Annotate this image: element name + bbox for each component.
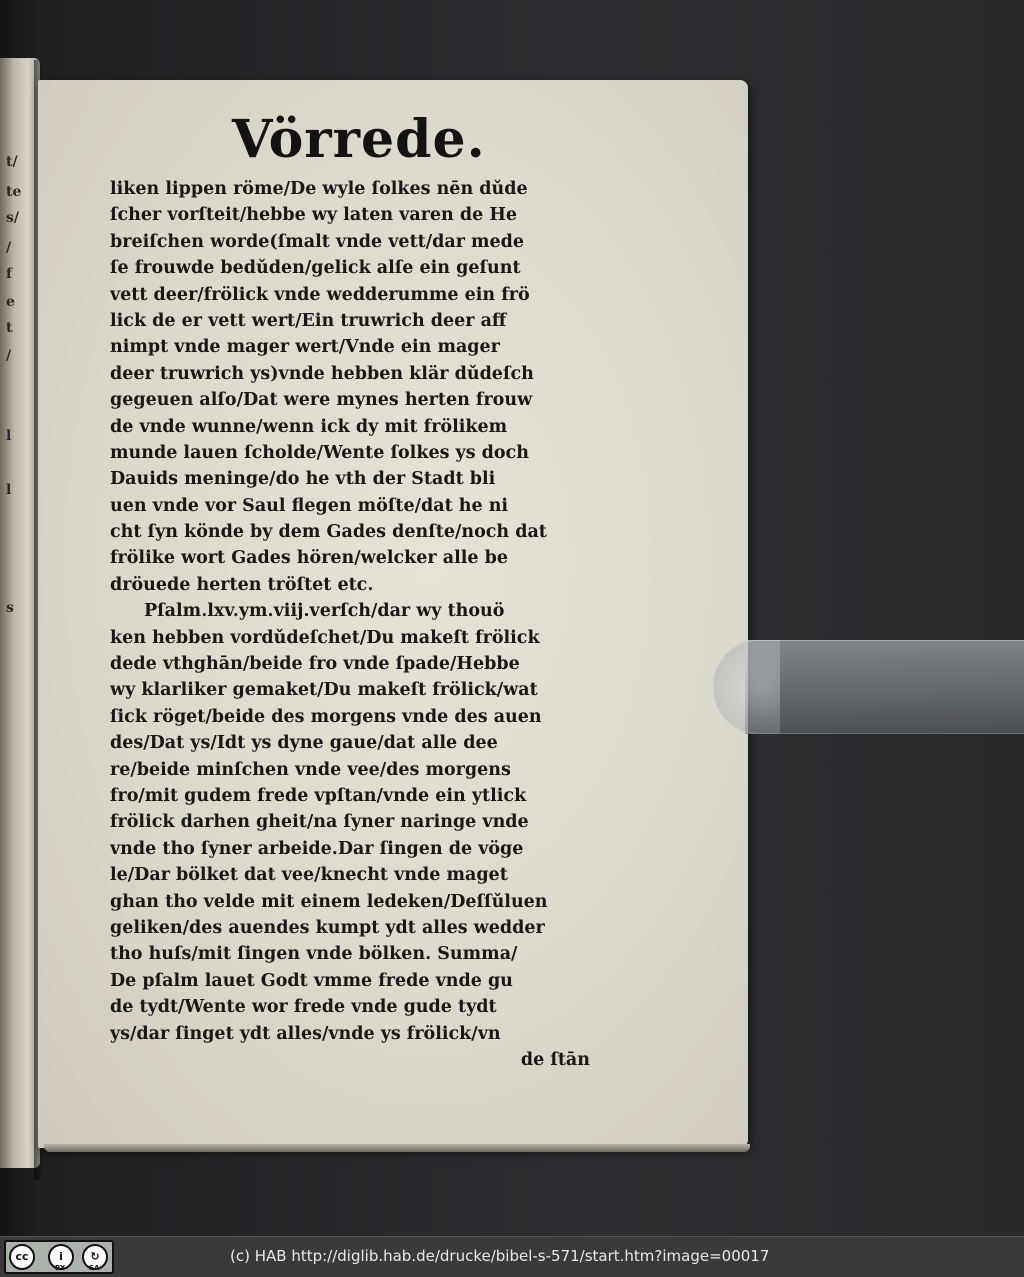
text-line: fro/mit gudem frede vpſtan/vnde ein ytlick — [110, 785, 527, 806]
text-line: ſick röget/beide des morgens vnde des auen — [110, 706, 542, 727]
text-line: Dauids meninge/do he vth der Stadt bli — [110, 469, 496, 490]
text-line: Pſalm.lxv.ym.viij.verſch/dar wy thouö — [144, 601, 505, 622]
text-line: frölike wort Gades hören/welcker alle be — [110, 548, 508, 569]
text-line: wy klarliker gemaket/Du makeſt frölick/wat — [110, 680, 538, 701]
text-line: de ſtān — [520, 1049, 590, 1070]
footer-credit: (c) HAB http://diglib.hab.de/drucke/bibel-s-571/start.htm?image=00017 — [230, 1247, 770, 1265]
license-by-label: BY — [55, 1264, 66, 1272]
text-line: gegeuen alſo/Dat were mynes herten frouw — [110, 390, 533, 411]
text-line: liken lippen röme/De wyle ſolkes nēn dǔde — [110, 179, 528, 199]
text-line: re/beide minſchen vnde vee/des morgens — [110, 759, 511, 780]
text-line: de vnde wunne/wenn ick dy mit frölikem — [110, 416, 508, 437]
page-clip-holder — [745, 640, 1024, 734]
cc-license-badge[interactable] — [4, 1240, 114, 1274]
page-bottom-edge — [44, 1144, 750, 1152]
text-line: dröuede herten tröſtet etc. — [110, 574, 374, 595]
facing-page-edge: t/ te s/ / f e t / l l s — [0, 58, 40, 1168]
text-line: vett deer/frölick vnde wedderumme ein frö — [110, 284, 530, 305]
attribution-icon: i — [48, 1244, 74, 1270]
text-line: uen vnde vor Saul flegen möſte/dat he ni — [110, 495, 509, 516]
text-line: munde lauen ſcholde/Wente ſolkes ys doch — [110, 442, 529, 463]
text-line: des/Dat ys/Idt ys dyne gaue/dat alle dee — [110, 733, 498, 754]
text-line: vnde tho ſyner arbeide.Dar ſingen de vöge — [110, 838, 524, 859]
footer-bar — [0, 1236, 1024, 1277]
cc-icon: cc — [9, 1244, 35, 1270]
text-line: breiſchen worde(ſmalt vnde vett/dar mede — [110, 231, 525, 252]
text-line: lick de er vett wert/Ein truwrich deer aff — [110, 310, 507, 331]
text-line: le/Dar bölket dat vee/knecht vnde maget — [110, 865, 508, 886]
text-line: deer truwrich ys)vnde hebben klär dǔdeſch — [110, 363, 534, 384]
text-line: ys/dar ſinget ydt alles/vnde ys frölick/vn — [110, 1023, 501, 1044]
text-line: frölick darhen gheit/na ſyner naringe vnde — [110, 812, 529, 833]
text-line: tho huſs/mit ſingen vnde bölken. Summa/ — [110, 944, 518, 965]
text-line: cht ſyn könde by dem Gades denſte/noch dat — [110, 522, 547, 543]
page-text — [110, 176, 592, 1073]
page-heading: Vörrede. — [232, 109, 486, 170]
text-line: nimpt vnde mager wert/Vnde ein mager — [110, 337, 500, 358]
text-line: ſcher vorſteit/hebbe wy laten varen de He — [110, 205, 517, 226]
text-line: de tydt/Wente wor frede vnde gude tydt — [110, 997, 497, 1018]
text-line: geliken/des auendes kumpt ydt alles wedder — [110, 917, 545, 938]
text-line: ken hebben vordǔdeſchet/Du makeſt frölick — [110, 627, 540, 648]
text-line: dede vthghān/beide fro vnde ſpade/Hebbe — [110, 654, 520, 675]
text-line: ſe frouwde bedǔden/gelick alſe ein geſunt — [110, 258, 521, 279]
text-line: De pſalm lauet Godt vmme frede vnde gu — [110, 970, 513, 991]
license-sa-label: SA — [89, 1264, 100, 1272]
text-line: ghan tho velde mit einem ledeken/Deſſǔluen — [110, 891, 548, 912]
share-alike-icon: ↻ — [82, 1244, 108, 1270]
